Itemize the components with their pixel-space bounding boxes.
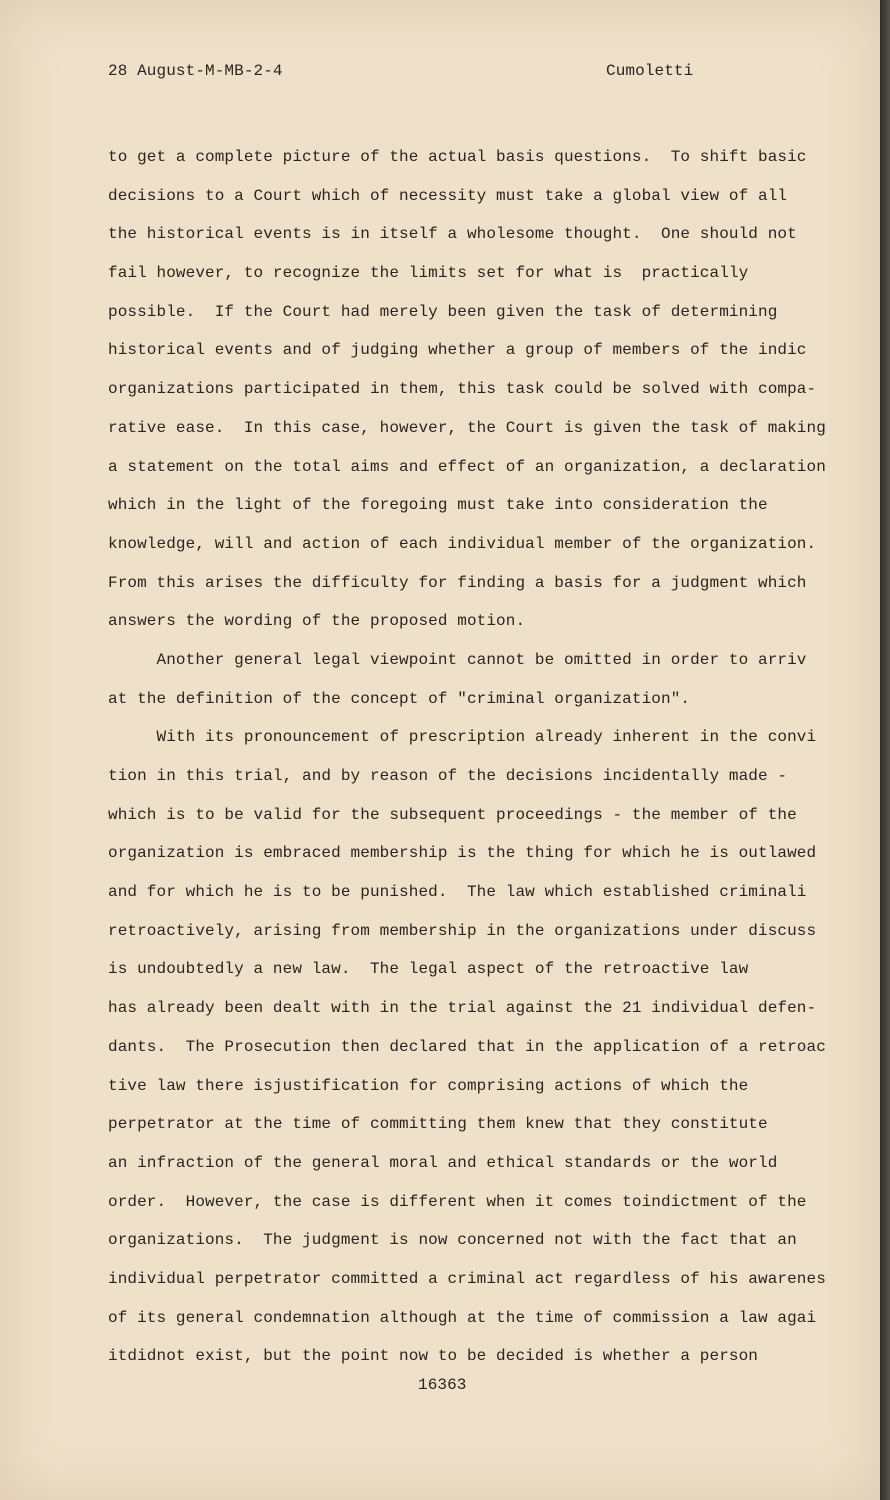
body-line: tive law there isjustification for comprising actions of which the [108,1076,749,1095]
header-reporter-name: Cumoletti [606,62,694,80]
body-line: order. However, the case is different when it comes toindictment of the [108,1192,807,1211]
body-line: and for which he is to be punished. The law which established criminali [108,883,807,902]
body-line: knowledge, will and action of each individual member of the organization. [108,534,817,553]
body-line: the historical events is in itself a wholesome thought. One should not [108,225,797,244]
body-line: tion in this trial, and by reason of the decisions incidentally made - [108,767,788,785]
body-line: is undoubtedly a new law. The legal aspect of the retroactive law [108,960,749,979]
header-session-code: 28 August-M-MB-2-4 [108,62,283,80]
body-line: Another general legal viewpoint cannot be omitted in order to arriv [108,650,807,669]
body-line: dants. The Prosecution then declared that in the application of a retroac [108,1037,826,1056]
body-line: historical events and of judging whether a group of members of the indic [108,341,807,360]
body-line: has already been dealt with in the trial against the 21 individual defen- [108,999,817,1018]
page-number: 16363 [418,1376,467,1394]
body-line: of its general condemnation although at the time of commission a law agai [108,1308,817,1327]
body-line: answers the wording of the proposed motion. [108,612,526,631]
body-line: From this arises the difficulty for finding a basis for a judgment which [108,573,807,592]
body-line: itdidnot exist, but the point now to be decided is whether a person [108,1347,759,1366]
document-body [108,138,848,1376]
body-line: rative ease. In this case, however, the Court is given the task of making [108,418,826,437]
body-line: organizations participated in them, this task could be solved with compa- [108,380,817,399]
body-line: at the definition of the concept of "criminal organization". [108,689,691,708]
body-line: which is to be valid for the subsequent proceedings - the member of the [108,805,797,824]
body-line: retroactively, arising from membership in the organizations under discuss [108,921,817,940]
body-line: individual perpetrator committed a criminal act regardless of his awarenes [108,1269,826,1288]
body-line: to get a complete picture of the actual basis questions. To shift basic [108,148,807,166]
body-line: fail however, to recognize the limits set for what is practically [108,264,749,283]
body-line: organizations. The judgment is now concerned not with the fact that an [108,1231,797,1250]
body-line: decisions to a Court which of necessity must take a global view of all [108,186,788,205]
body-line: possible. If the Court had merely been given the task of determining [108,302,778,321]
body-line: an infraction of the general moral and ethical standards or the world [108,1153,778,1172]
body-line: perpetrator at the time of committing them knew that they constitute [108,1115,768,1134]
body-line: organization is embraced membership is the thing for which he is outlawed [108,844,817,863]
body-line: With its pronouncement of prescription already inherent in the convi [108,728,817,747]
body-line: which in the light of the foregoing must take into consideration the [108,496,768,515]
body-line: a statement on the total aims and effect of an organization, a declaration [108,457,826,476]
scan-edge [880,0,890,1500]
